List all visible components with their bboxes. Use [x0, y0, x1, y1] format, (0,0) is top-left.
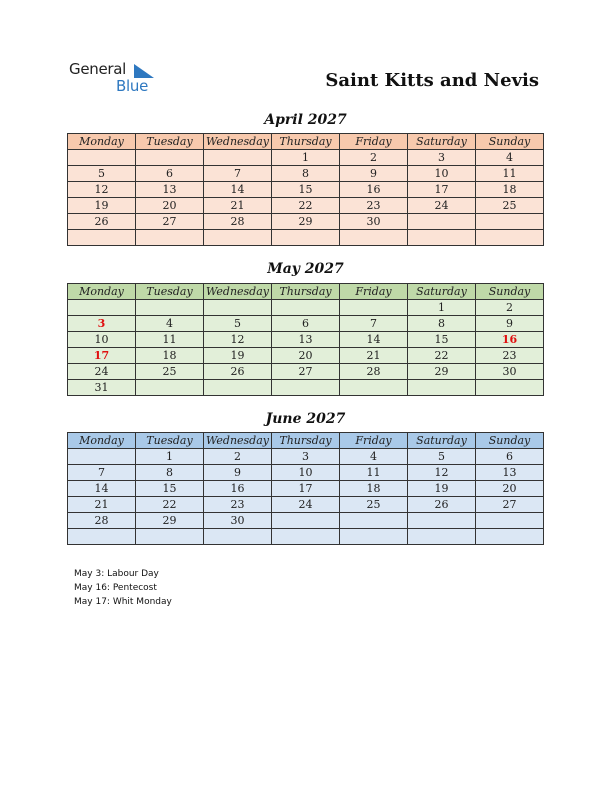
day-cell — [272, 529, 340, 545]
weekday-header: Tuesday — [136, 284, 204, 300]
day-cell — [204, 230, 272, 246]
week-row — [68, 380, 544, 396]
day-cell: 9 — [340, 166, 408, 182]
day-cell: 10 — [272, 465, 340, 481]
day-cell — [136, 150, 204, 166]
day-cell: 12 — [68, 182, 136, 198]
holiday-note: May 3: Labour Day — [74, 569, 159, 579]
brand-word-blue: Blue — [116, 77, 148, 95]
day-cell: 26 — [68, 214, 136, 230]
day-cell: 8 — [272, 166, 340, 182]
day-cell: 24 — [272, 497, 340, 513]
day-cell — [68, 150, 136, 166]
day-cell: 1 — [136, 449, 204, 465]
day-cell: 28 — [204, 214, 272, 230]
weekday-header-row — [68, 433, 544, 449]
weekday-header: Monday — [68, 284, 136, 300]
day-cell: 17 — [272, 481, 340, 497]
day-cell — [204, 529, 272, 545]
day-cell: 30 — [476, 364, 544, 380]
day-cell: 6 — [476, 449, 544, 465]
day-cell — [476, 513, 544, 529]
day-cell — [476, 529, 544, 545]
day-cell — [204, 380, 272, 396]
day-cell: 27 — [136, 214, 204, 230]
weekday-header-row — [68, 284, 544, 300]
day-cell: 22 — [408, 348, 476, 364]
day-cell: 9 — [476, 316, 544, 332]
weekday-header: Tuesday — [136, 433, 204, 449]
day-cell: 20 — [136, 198, 204, 214]
holiday-note: May 16: Pentecost — [74, 583, 157, 593]
month-title: May 2027 — [267, 261, 344, 277]
day-cell — [136, 529, 204, 545]
holiday-note: May 17: Whit Monday — [74, 597, 172, 607]
day-cell: 6 — [136, 166, 204, 182]
day-cell: 5 — [68, 166, 136, 182]
weekday-header: Tuesday — [136, 134, 204, 150]
day-cell: 15 — [408, 332, 476, 348]
brand-word-general: General — [69, 60, 127, 78]
day-cell: 8 — [408, 316, 476, 332]
day-cell: 4 — [340, 449, 408, 465]
weekday-header: Wednesday — [204, 284, 272, 300]
day-cell: 22 — [136, 497, 204, 513]
day-cell: 25 — [476, 198, 544, 214]
day-cell: 20 — [476, 481, 544, 497]
day-cell: 19 — [408, 481, 476, 497]
day-cell: 10 — [408, 166, 476, 182]
weekday-header: Friday — [340, 284, 408, 300]
day-cell: 29 — [408, 364, 476, 380]
day-cell: 7 — [340, 316, 408, 332]
day-cell: 11 — [136, 332, 204, 348]
day-cell: 28 — [68, 513, 136, 529]
day-cell: 28 — [340, 364, 408, 380]
day-cell: 19 — [68, 198, 136, 214]
day-cell: 2 — [204, 449, 272, 465]
week-row — [68, 230, 544, 246]
week-row — [68, 332, 544, 348]
month-title: June 2027 — [265, 411, 346, 427]
day-cell: 22 — [272, 198, 340, 214]
day-cell: 5 — [408, 449, 476, 465]
day-cell: 26 — [408, 497, 476, 513]
triangle-logo-icon — [134, 64, 154, 78]
weekday-header: Monday — [68, 134, 136, 150]
day-cell: 25 — [136, 364, 204, 380]
day-cell — [136, 380, 204, 396]
day-cell: 17 — [68, 348, 136, 364]
day-cell: 31 — [68, 380, 136, 396]
day-cell: 2 — [340, 150, 408, 166]
week-row — [68, 166, 544, 182]
day-cell: 11 — [340, 465, 408, 481]
weekday-header: Monday — [68, 433, 136, 449]
brand-logo — [69, 60, 169, 96]
day-cell — [272, 380, 340, 396]
day-cell: 14 — [340, 332, 408, 348]
day-cell: 24 — [68, 364, 136, 380]
month-table — [67, 283, 544, 396]
weekday-header: Saturday — [408, 433, 476, 449]
weekday-header: Sunday — [476, 284, 544, 300]
day-cell — [340, 529, 408, 545]
week-row — [68, 364, 544, 380]
day-cell — [476, 214, 544, 230]
day-cell — [340, 230, 408, 246]
month-table — [67, 133, 544, 246]
day-cell — [68, 529, 136, 545]
day-cell — [136, 230, 204, 246]
day-cell — [408, 214, 476, 230]
day-cell: 1 — [272, 150, 340, 166]
day-cell: 17 — [408, 182, 476, 198]
day-cell: 13 — [136, 182, 204, 198]
day-cell — [476, 380, 544, 396]
weekday-header: Thursday — [272, 433, 340, 449]
day-cell: 13 — [272, 332, 340, 348]
day-cell: 10 — [68, 332, 136, 348]
day-cell: 3 — [272, 449, 340, 465]
day-cell: 18 — [136, 348, 204, 364]
day-cell: 1 — [408, 300, 476, 316]
week-row — [68, 449, 544, 465]
day-cell: 15 — [272, 182, 340, 198]
day-cell — [408, 529, 476, 545]
day-cell: 6 — [272, 316, 340, 332]
day-cell: 29 — [136, 513, 204, 529]
day-cell: 26 — [204, 364, 272, 380]
weekday-header: Wednesday — [204, 134, 272, 150]
day-cell: 2 — [476, 300, 544, 316]
day-cell — [340, 300, 408, 316]
day-cell: 30 — [340, 214, 408, 230]
month-title: April 2027 — [264, 112, 347, 128]
day-cell: 7 — [204, 166, 272, 182]
weekday-header: Sunday — [476, 134, 544, 150]
month-table — [67, 432, 544, 545]
week-row — [68, 182, 544, 198]
week-row — [68, 150, 544, 166]
day-cell: 18 — [340, 481, 408, 497]
weekday-header: Friday — [340, 433, 408, 449]
week-row — [68, 198, 544, 214]
weekday-header: Thursday — [272, 284, 340, 300]
weekday-header: Sunday — [476, 433, 544, 449]
day-cell — [476, 230, 544, 246]
day-cell: 5 — [204, 316, 272, 332]
week-row — [68, 214, 544, 230]
weekday-header: Thursday — [272, 134, 340, 150]
day-cell — [68, 300, 136, 316]
day-cell: 3 — [408, 150, 476, 166]
day-cell: 11 — [476, 166, 544, 182]
day-cell — [204, 300, 272, 316]
day-cell: 16 — [340, 182, 408, 198]
day-cell: 16 — [204, 481, 272, 497]
week-row — [68, 300, 544, 316]
day-cell: 27 — [272, 364, 340, 380]
day-cell: 30 — [204, 513, 272, 529]
day-cell — [136, 300, 204, 316]
day-cell: 12 — [408, 465, 476, 481]
day-cell — [408, 230, 476, 246]
day-cell: 16 — [476, 332, 544, 348]
day-cell: 23 — [204, 497, 272, 513]
day-cell: 9 — [204, 465, 272, 481]
week-row — [68, 348, 544, 364]
day-cell: 15 — [136, 481, 204, 497]
day-cell: 21 — [340, 348, 408, 364]
day-cell: 7 — [68, 465, 136, 481]
week-row — [68, 481, 544, 497]
day-cell: 20 — [272, 348, 340, 364]
day-cell: 24 — [408, 198, 476, 214]
day-cell: 3 — [68, 316, 136, 332]
weekday-header: Saturday — [408, 284, 476, 300]
day-cell — [272, 230, 340, 246]
day-cell: 14 — [68, 481, 136, 497]
week-row — [68, 513, 544, 529]
day-cell: 23 — [476, 348, 544, 364]
day-cell — [272, 300, 340, 316]
day-cell: 8 — [136, 465, 204, 481]
weekday-header: Wednesday — [204, 433, 272, 449]
day-cell: 21 — [68, 497, 136, 513]
week-row — [68, 497, 544, 513]
weekday-header: Saturday — [408, 134, 476, 150]
week-row — [68, 465, 544, 481]
country-title: Saint Kitts and Nevis — [325, 70, 539, 91]
day-cell — [204, 150, 272, 166]
weekday-header: Friday — [340, 134, 408, 150]
day-cell: 27 — [476, 497, 544, 513]
day-cell — [272, 513, 340, 529]
day-cell: 19 — [204, 348, 272, 364]
day-cell — [68, 230, 136, 246]
weekday-header-row — [68, 134, 544, 150]
day-cell: 25 — [340, 497, 408, 513]
day-cell: 14 — [204, 182, 272, 198]
day-cell: 18 — [476, 182, 544, 198]
day-cell — [408, 513, 476, 529]
day-cell: 21 — [204, 198, 272, 214]
week-row — [68, 316, 544, 332]
day-cell — [340, 513, 408, 529]
day-cell: 13 — [476, 465, 544, 481]
day-cell: 12 — [204, 332, 272, 348]
day-cell: 23 — [340, 198, 408, 214]
day-cell — [68, 449, 136, 465]
day-cell: 29 — [272, 214, 340, 230]
holiday-notes — [74, 567, 172, 609]
day-cell — [408, 380, 476, 396]
day-cell: 4 — [476, 150, 544, 166]
week-row — [68, 529, 544, 545]
day-cell — [340, 380, 408, 396]
day-cell: 4 — [136, 316, 204, 332]
